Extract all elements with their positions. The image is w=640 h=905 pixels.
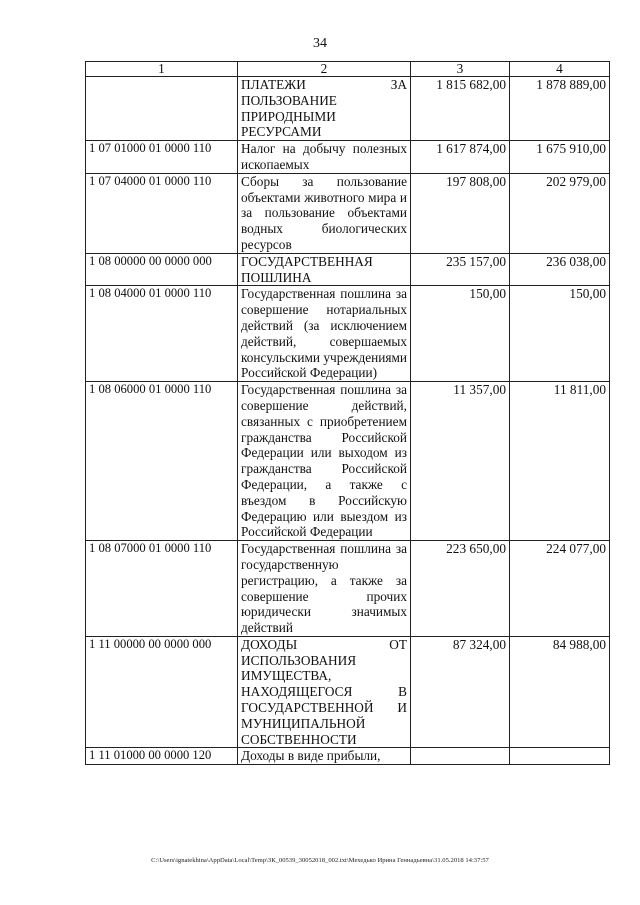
income-name: ПЛАТЕЖИ ЗА ПОЛЬЗОВАНИЕ ПРИРОДНЫМИ РЕСУРСАМИ: [238, 77, 411, 141]
income-name: Государственная пошлина за совершение действий, связанных с приобретением гражданства Российской Федерации или выходом из гражданства Российской Федерации, а также с въездом в Российскую Федерацию или выездом из Российской Федерации: [238, 382, 411, 541]
amount-col3: 1 815 682,00: [411, 77, 510, 141]
table-row: [86, 77, 610, 141]
income-name: Государственная пошлина за государственную регистрацию, а также за совершение прочих юридически значимых действий: [238, 541, 411, 637]
column-header: 1: [86, 62, 238, 77]
amount-col3: 1 617 874,00: [411, 141, 510, 174]
budget-code: 1 07 04000 01 0000 110: [86, 173, 238, 253]
budget-code: 1 08 00000 00 0000 000: [86, 253, 238, 286]
amount-col4: 84 988,00: [510, 636, 610, 748]
budget-code: 1 07 01000 01 0000 110: [86, 141, 238, 174]
table-row: [86, 173, 610, 253]
table-row: [86, 541, 610, 637]
budget-code: [86, 77, 238, 141]
table-row: [86, 748, 610, 765]
budget-code: 1 11 00000 00 0000 000: [86, 636, 238, 748]
amount-col3: 197 808,00: [411, 173, 510, 253]
column-header: 2: [238, 62, 411, 77]
amount-col4: 150,00: [510, 286, 610, 382]
amount-col3: 223 650,00: [411, 541, 510, 637]
amount-col4: [510, 748, 610, 765]
budget-code: 1 08 04000 01 0000 110: [86, 286, 238, 382]
file-path-footer: C:\Users\ignatekhina\AppData\Local\Temp\ЗК_00539_30052018_002.txt\Мехедько Ирина Геннадьевна\31.05.2018 14:37:57: [151, 857, 489, 864]
amount-col3: 11 357,00: [411, 382, 510, 541]
income-name: Налог на добычу полезных ископаемых: [238, 141, 411, 174]
table-row: [86, 286, 610, 382]
income-name: ГОСУДАРСТВЕННАЯ ПОШЛИНА: [238, 253, 411, 286]
budget-code: 1 11 01000 00 0000 120: [86, 748, 238, 765]
table-row: [86, 382, 610, 541]
income-name: Сборы за пользование объектами животного мира и за пользование объектами водных биологических ресурсов: [238, 173, 411, 253]
amount-col3: [411, 748, 510, 765]
income-name: ДОХОДЫ ОТ ИСПОЛЬЗОВАНИЯ ИМУЩЕСТВА, НАХОДЯЩЕГОСЯ В ГОСУДАРСТВЕННОЙ И МУНИЦИПАЛЬНОЙ СОБСТВЕННОСТИ: [238, 636, 411, 748]
budget-code: 1 08 06000 01 0000 110: [86, 382, 238, 541]
amount-col4: 1 675 910,00: [510, 141, 610, 174]
amount-col4: 236 038,00: [510, 253, 610, 286]
income-name: Доходы в виде прибыли,: [238, 748, 411, 765]
amount-col3: 150,00: [411, 286, 510, 382]
table-header-row: [86, 62, 610, 77]
amount-col4: 1 878 889,00: [510, 77, 610, 141]
budget-table: [85, 61, 610, 765]
amount-col3: 87 324,00: [411, 636, 510, 748]
budget-code: 1 08 07000 01 0000 110: [86, 541, 238, 637]
column-header: 4: [510, 62, 610, 77]
table-row: [86, 636, 610, 748]
column-header: 3: [411, 62, 510, 77]
amount-col3: 235 157,00: [411, 253, 510, 286]
income-name: Государственная пошлина за совершение нотариальных действий (за исключением действий, совершаемых консульскими учреждениями Российской Федерации): [238, 286, 411, 382]
table-row: [86, 253, 610, 286]
amount-col4: 224 077,00: [510, 541, 610, 637]
amount-col4: 11 811,00: [510, 382, 610, 541]
table-row: [86, 141, 610, 174]
amount-col4: 202 979,00: [510, 173, 610, 253]
page-number: 34: [313, 36, 327, 51]
